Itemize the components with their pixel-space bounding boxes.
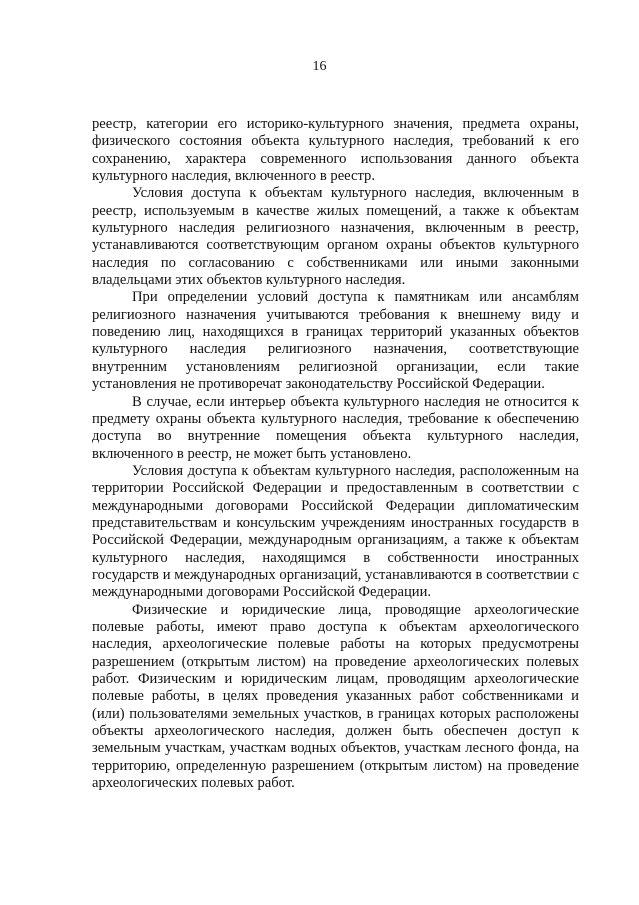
paragraph-international-agreements: Условия доступа к объектам культурного наследия, расположенным на территории Российской Федерации и предоставленным в соответствии с международными договорами Российской Федерации дипломатическим представительствам и консульским учреждениям иностранных государств в Российской Федерации, международным организациям, а также к объектам культурного наследия, находящимся в собственности иностранных государств и международных организаций, устанавливаются в соответствии с международными договорами Российской Федерации. — [92, 462, 579, 601]
paragraph-access-conditions: Условия доступа к объектам культурного наследия, включенным в реестр, используемым в качестве жилых помещений, а также к объектам культурного наследия религиозного назначения, включенным в реестр, устанавливаются соответствующим органом охраны объектов культурного наследия по согласованию с собственниками или иными законными владельцами этих объектов культурного наследия. — [92, 185, 579, 289]
paragraph-interior-exception: В случае, если интерьер объекта культурного наследия не относится к предмету охраны объекта культурного наследия, требование к обеспечению доступа во внутренние помещения объекта культурного наследия, включенного в реестр, не может быть установлено. — [92, 393, 579, 462]
paragraph-continuation: реестр, категории его историко-культурного значения, предмета охраны, физического состояния объекта культурного наследия, требований к его сохранению, характера современного использования данного объекта культурного наследия, включенного в реестр. — [92, 116, 579, 185]
paragraph-archaeological-works: Физические и юридические лица, проводящие археологические полевые работы, имеют право доступа к объектам археологического наследия, археологические полевые работы на которых предусмотрены разрешением (открытым листом) на проведение археологических полевых работ. Физическим и юридическим лицам, проводящим археологические полевые работы, в целях проведения указанных работ собственниками и (или) пользователями земельных участков, в границах которых расположены объекты археологического наследия, должен быть обеспечен доступ к земельным участкам, участкам водных объектов, участкам лесного фонда, на территорию, определенную разрешением (открытым листом) на проведение археологических полевых работ. — [92, 601, 579, 792]
paragraph-religious-monuments: При определении условий доступа к памятникам или ансамблям религиозного назначения учитываются требования к внешнему виду и поведению лиц, находящихся в границах территорий указанных объектов культурного наследия религиозного назначения, соответствующие внутренним установлениям религиозной организации, если такие установления не противоречат законодательству Российской Федерации. — [92, 289, 579, 393]
page-number: 16 — [312, 59, 327, 74]
document-body — [92, 116, 579, 792]
